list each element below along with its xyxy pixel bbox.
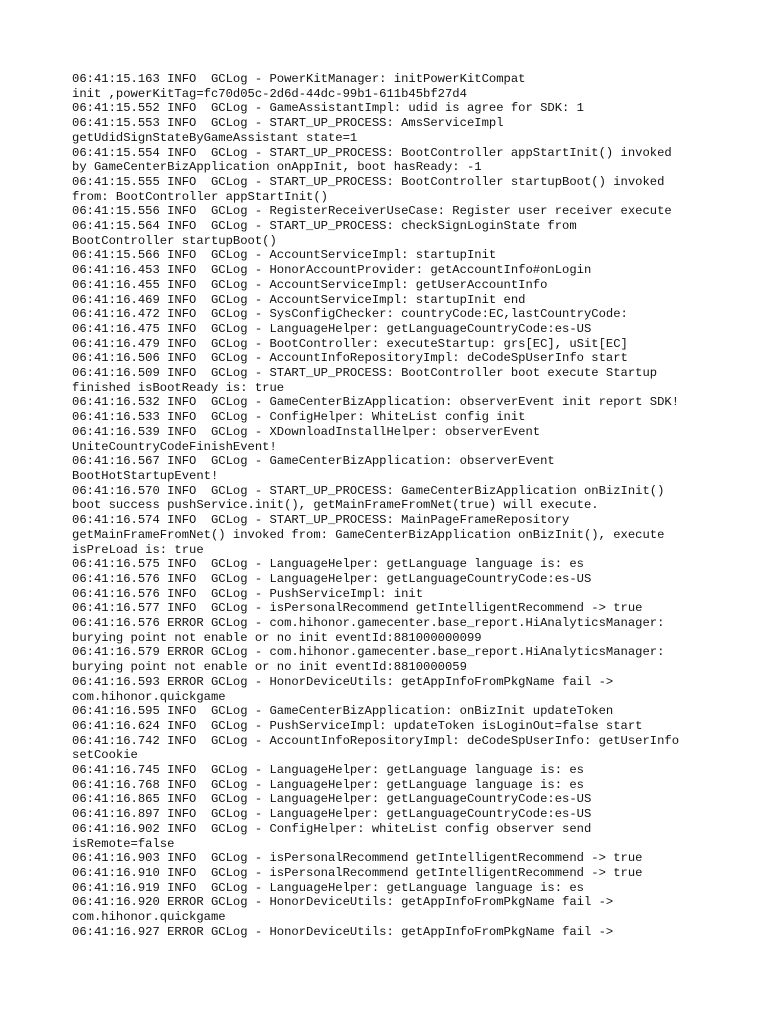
log-line: 06:41:16.570 INFO GCLog - START_UP_PROCESS: GameCenterBizApplication onBizInit() (72, 483, 665, 498)
log-line: 06:41:16.577 INFO GCLog - isPersonalRecommend getIntelligentRecommend -> true (72, 601, 643, 616)
log-line: 06:41:16.533 INFO GCLog - ConfigHelper: WhiteList config init (72, 410, 526, 425)
log-line: by GameCenterBizApplication onAppInit, boot hasReady: -1 (72, 160, 482, 175)
log-line: 06:41:16.768 INFO GCLog - LanguageHelper: getLanguage language is: es (72, 777, 584, 792)
log-line: init ,powerKitTag=fc70d05c-2d6d-44dc-99b1-611b45bf27d4 (72, 86, 467, 101)
log-line: 06:41:15.554 INFO GCLog - START_UP_PROCESS: BootController appStartInit() invoked (72, 145, 672, 160)
log-line: getMainFrameFromNet() invoked from: GameCenterBizApplication onBizInit(), execute (72, 527, 665, 542)
log-line: isRemote=false (72, 836, 175, 851)
log-line: 06:41:16.576 INFO GCLog - LanguageHelper: getLanguageCountryCode:es-US (72, 571, 592, 586)
log-line: 06:41:16.897 INFO GCLog - LanguageHelper: getLanguageCountryCode:es-US (72, 807, 592, 822)
log-line: burying point not enable or no init eventId:8810000059 (72, 660, 467, 675)
log-line: 06:41:16.745 INFO GCLog - LanguageHelper: getLanguage language is: es (72, 763, 584, 778)
log-line: from: BootController appStartInit() (72, 189, 328, 204)
log-line: 06:41:16.479 INFO GCLog - BootController: executeStartup: grs[EC], uSit[EC] (72, 336, 628, 351)
log-line: boot success pushService.init(), getMainFrameFromNet(true) will execute. (72, 498, 599, 513)
log-line: BootController startupBoot() (72, 233, 277, 248)
log-line: 06:41:15.552 INFO GCLog - GameAssistantImpl: udid is agree for SDK: 1 (72, 101, 584, 116)
log-line: 06:41:16.469 INFO GCLog - AccountServiceImpl: startupInit end (72, 292, 526, 307)
log-line: burying point not enable or no init eventId:881000000099 (72, 630, 482, 645)
log-line: 06:41:16.475 INFO GCLog - LanguageHelper: getLanguageCountryCode:es-US (72, 321, 592, 336)
log-line: 06:41:16.903 INFO GCLog - isPersonalRecommend getIntelligentRecommend -> true (72, 851, 643, 866)
log-line: 06:41:15.555 INFO GCLog - START_UP_PROCESS: BootController startupBoot() invoked (72, 174, 665, 189)
log-line: 06:41:16.574 INFO GCLog - START_UP_PROCESS: MainPageFrameRepository (72, 513, 570, 528)
log-line: 06:41:16.509 INFO GCLog - START_UP_PROCESS: BootController boot execute Startup (72, 366, 658, 381)
log-line: 06:41:16.920 ERROR GCLog - HonorDeviceUtils: getAppInfoFromPkgName fail -> (72, 895, 614, 910)
log-line: 06:41:16.455 INFO GCLog - AccountServiceImpl: getUserAccountInfo (72, 277, 548, 292)
log-line: 06:41:16.576 INFO GCLog - PushServiceImpl: init (72, 586, 424, 601)
log-line: 06:41:15.553 INFO GCLog - START_UP_PROCESS: AmsServiceImpl (72, 116, 504, 131)
log-line: 06:41:15.566 INFO GCLog - AccountServiceImpl: startupInit (72, 248, 497, 263)
log-line: 06:41:15.163 INFO GCLog - PowerKitManager: initPowerKitCompat (72, 72, 526, 86)
log-line: isPreLoad is: true (72, 542, 204, 557)
log-line: 06:41:16.532 INFO GCLog - GameCenterBizApplication: observerEvent init report SDK! (72, 395, 680, 410)
log-line: 06:41:16.472 INFO GCLog - SysConfigChecker: countryCode:EC,lastCountryCode: (72, 307, 628, 322)
log-line: 06:41:16.902 INFO GCLog - ConfigHelper: whiteList config observer send (72, 821, 592, 836)
log-line: 06:41:16.865 INFO GCLog - LanguageHelper: getLanguageCountryCode:es-US (72, 792, 592, 807)
log-line: finished isBootReady is: true (72, 380, 285, 395)
log-line: 06:41:16.506 INFO GCLog - AccountInfoRepositoryImpl: deCodeSpUserInfo start (72, 351, 628, 366)
log-line: com.hihonor.quickgame (72, 910, 226, 925)
log-line: BootHotStartupEvent! (72, 468, 219, 483)
log-line: 06:41:16.593 ERROR GCLog - HonorDeviceUtils: getAppInfoFromPkgName fail -> (72, 674, 614, 689)
log-line: 06:41:16.742 INFO GCLog - AccountInfoRepositoryImpl: deCodeSpUserInfo: getUserInfo (72, 733, 680, 748)
log-line: 06:41:16.567 INFO GCLog - GameCenterBizApplication: observerEvent (72, 454, 555, 469)
log-line: 06:41:16.910 INFO GCLog - isPersonalRecommend getIntelligentRecommend -> true (72, 865, 643, 880)
log-line: 06:41:16.624 INFO GCLog - PushServiceImpl: updateToken isLoginOut=false start (72, 718, 643, 733)
log-line: getUdidSignStateByGameAssistant state=1 (72, 130, 358, 145)
log-line: 06:41:15.564 INFO GCLog - START_UP_PROCESS: checkSignLoginState from (72, 219, 577, 234)
log-line: 06:41:16.579 ERROR GCLog - com.hihonor.gamecenter.base_report.HiAnalyticsManager: (72, 645, 665, 660)
log-line: 06:41:16.575 INFO GCLog - LanguageHelper: getLanguage language is: es (72, 557, 584, 572)
log-line: 06:41:16.576 ERROR GCLog - com.hihonor.gamecenter.base_report.HiAnalyticsManager: (72, 616, 665, 631)
log-line: com.hihonor.quickgame (72, 689, 226, 704)
log-line: 06:41:16.539 INFO GCLog - XDownloadInstallHelper: observerEvent (72, 424, 541, 439)
log-line: 06:41:16.919 INFO GCLog - LanguageHelper: getLanguage language is: es (72, 880, 584, 895)
log-line: 06:41:16.927 ERROR GCLog - HonorDeviceUtils: getAppInfoFromPkgName fail -> (72, 924, 614, 939)
log-line: setCookie (72, 748, 138, 763)
log-line: UniteCountryCodeFinishEvent! (72, 439, 277, 454)
log-line: 06:41:15.556 INFO GCLog - RegisterReceiverUseCase: Register user receiver execute (72, 204, 672, 219)
log-text-block (72, 72, 732, 939)
log-line: 06:41:16.595 INFO GCLog - GameCenterBizApplication: onBizInit updateToken (72, 704, 614, 719)
log-line: 06:41:16.453 INFO GCLog - HonorAccountProvider: getAccountInfo#onLogin (72, 263, 592, 278)
